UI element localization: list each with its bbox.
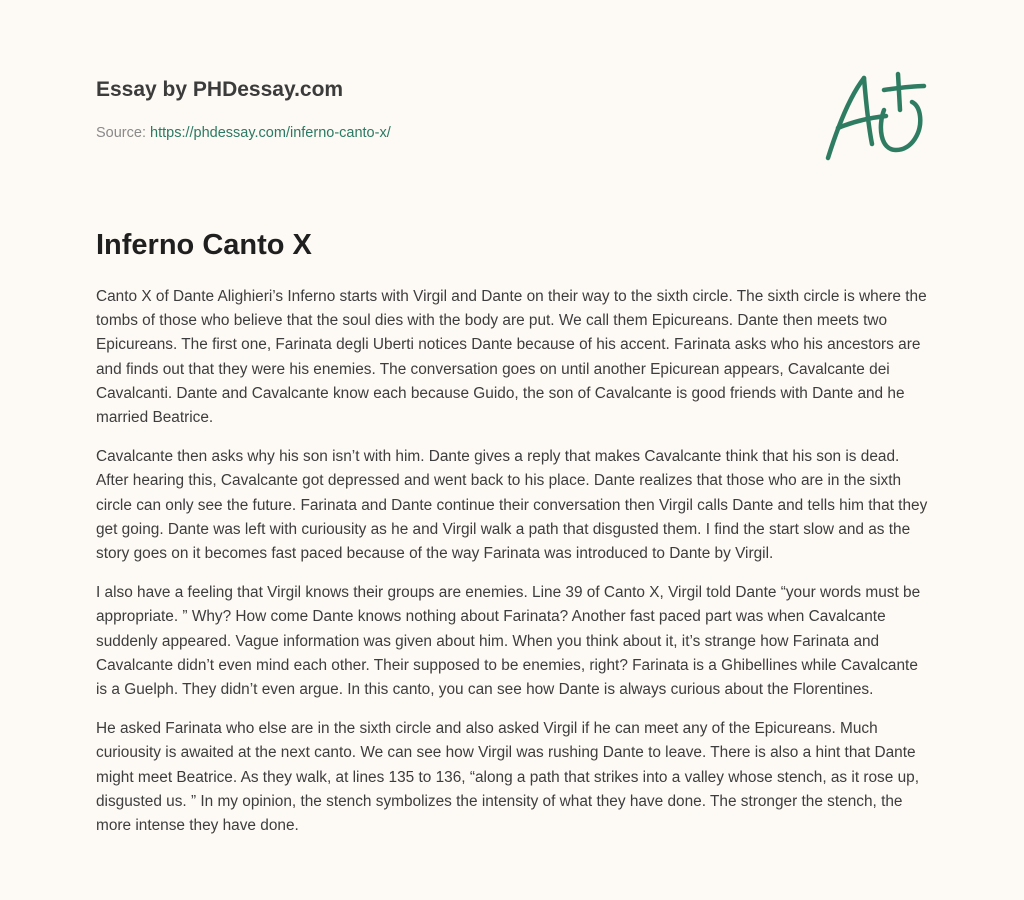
essay-paragraph: He asked Farinata who else are in the sixth circle and also asked Virgil if he can meet any of the Epicureans. Much curiousity is awaited at the next canto. We can see how Virgil was rushing Dante to leave. There is also a hint that Dante might meet Beatrice. As they walk, at lines 135 to 136, “along a path that strikes into a valley whose stench, as it rose up, disgusted us. ” In my opinion, the stench symbolizes the intensity of what they have done. The stronger the stench, the more intense they have done.	[96, 720, 919, 835]
source-line	[96, 123, 796, 143]
a-plus-grade-icon	[820, 66, 930, 166]
page-header	[96, 76, 796, 143]
source-link[interactable]: https://phdessay.com/inferno-canto-x/	[150, 125, 391, 141]
site-brand: Essay by PHDessay.com	[96, 78, 344, 101]
essay-paragraph: I also have a feeling that Virgil knows their groups are enemies. Line 39 of Canto X, Virgil told Dante “your words must be appropriate. ” Why? How come Dante knows nothing about Farinata? Another fast paced part was when Cavalcante suddenly appeared. Vague information was given about him. When you think about it, it’s strange how Farinata and Cavalcante didn’t even mind each other. Their supposed to be enemies, right? Farinata is a Ghibellines while Cavalcante is a Guelph. They didn’t even argue. In this canto, you can see how Dante is always curious about the Florentines.	[96, 584, 921, 699]
essay-paragraph: Cavalcante then asks why his son isn’t with him. Dante gives a reply that makes Cavalcante think that his son is dead. After hearing this, Cavalcante got depressed and went back to his place. Dante realizes that those who are in the sixth circle can only see the future. Farinata and Dante continue their conversation then Virgil calls Dante and tells him that they get going. Dante was left with curiousity as he and Virgil walk a path that disgusted them. I find the start slow and as the story goes on it becomes fast paced because of the way Farinata was introduced to Dante by Virgil.	[96, 448, 928, 563]
essay-body	[96, 285, 928, 853]
page-title: Inferno Canto X	[96, 229, 312, 261]
essay-paragraph: Canto X of Dante Alighieri’s Inferno starts with Virgil and Dante on their way to the sixth circle. The sixth circle is where the tombs of those who believe that the soul dies with the body are put. We call them Epicureans. Dante then meets two Epicureans. The first one, Farinata degli Uberti notices Dante because of his accent. Farinata asks who his ancestors are and finds out that they were his enemies. The conversation goes on until another Epicurean appears, Cavalcante dei Cavalcanti. Dante and Cavalcante know each because Guido, the son of Cavalcante is good friends with Dante and he married Beatrice.	[96, 288, 927, 427]
source-label: Source:	[96, 125, 146, 141]
